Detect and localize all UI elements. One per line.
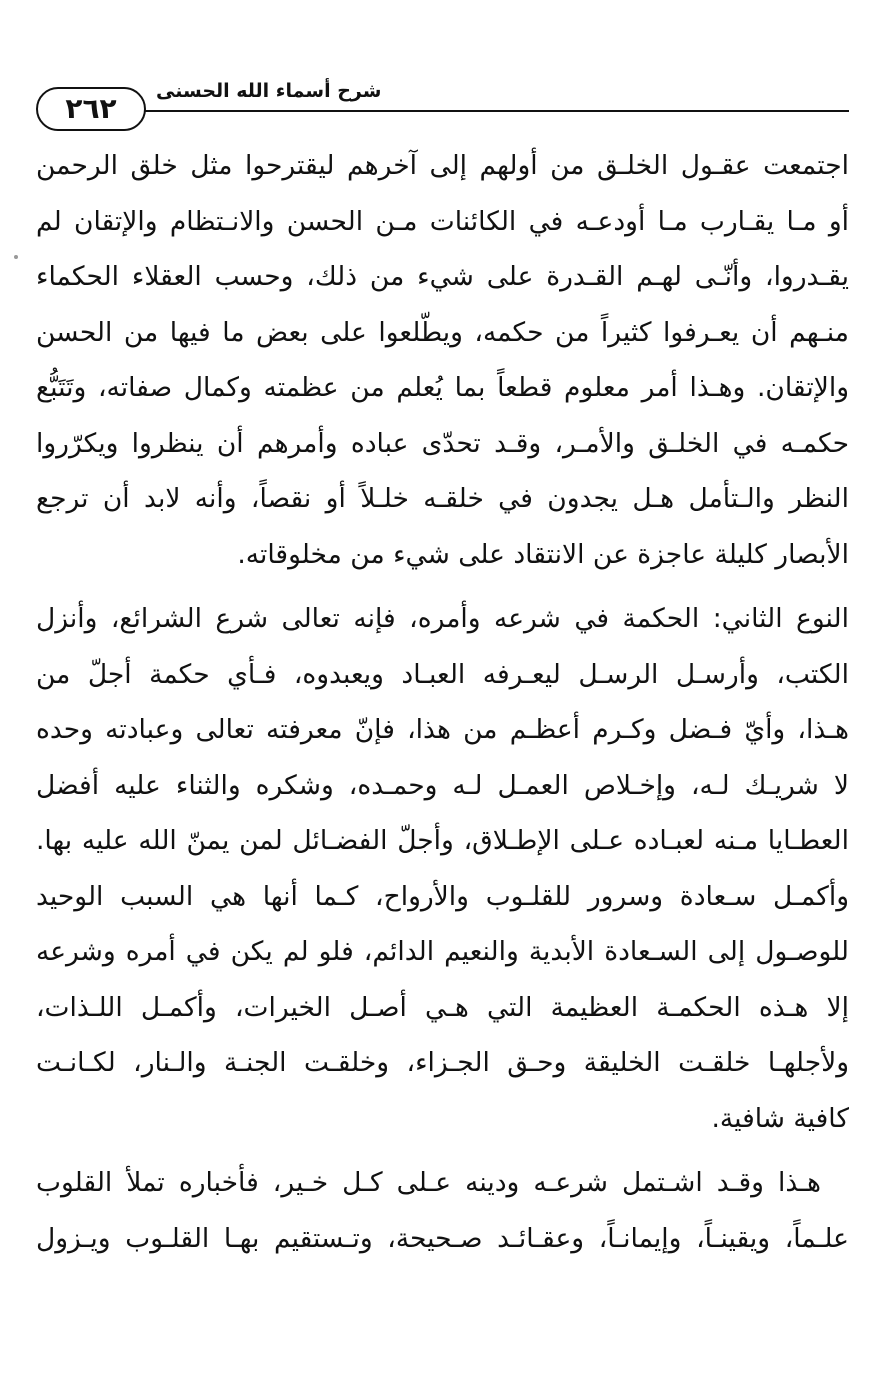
text-line: الأبصار كليلة عاجزة عن الانتقاد على شيء من مخلوقاته.: [237, 538, 849, 570]
text-line: العطـايا مـنه لعبـاده عـلى الإطـلاق، وأجلّ الفضـائل لمن يمنّ الله عليه بها.: [36, 825, 849, 856]
text-line: هـذا، وأيّ فـضل وكـرم أعظـم من هذا، فإنّ معرفته تعالى وعبادته وحده: [36, 714, 849, 745]
text-line: يقـدروا، وأنّـى لهـم القـدرة على شيء من ذلك، وحسب العقلاء الحكماء: [36, 261, 849, 292]
text-line: إلا هـذه الحكمـة العظيمة التي هـي أصـل الخيرات، وأكمـل اللـذات،: [36, 991, 849, 1023]
margin-speck: [14, 255, 18, 259]
text-line: حكمـه في الخلـق والأمـر، وقـد تحدّى عباده وأمرهم أن ينظروا ويكرّروا: [36, 427, 849, 459]
header-divider: [122, 110, 849, 112]
text-line: اجتمعت عقـول الخلـق من أولهم إلى آخرهم ليقترحوا مثل خلق الرحمن: [36, 150, 849, 181]
paragraph-1: [36, 138, 849, 582]
text-line: وأكمـل سـعادة وسرور للقلـوب والأرواح، كـما أنها هي السبب الوحيد: [36, 880, 849, 912]
text-line: للوصـول إلى السـعادة الأبدية والنعيم الدائم، فلو لم يكن في أمره وشرعه: [36, 936, 849, 967]
text-line: منـهم أن يعـرفوا كثيراً من حكمه، ويطّلعوا على بعض ما فيها من الحسن: [36, 316, 849, 348]
text-line: هـذا وقـد اشـتمل شرعـه ودينه عـلى كـل خـير، فأخباره تملأ القلوب: [36, 1167, 821, 1198]
text-line: والإتقان. وهـذا أمر معلوم قطعاً بما يُعلم من عظمته وكمال صفاته، وتَتَبُّع: [36, 372, 849, 403]
text-line: النوع الثاني: الحكمة في شرعه وأمره، فإنه تعالى شرع الشرائع، وأنزل: [36, 603, 849, 634]
paragraph-2: [36, 591, 849, 1146]
text-line: أو مـا يقـارب مـا أودعـه في الكائنات مـن الحسن والانـتظام والإتقان لم: [36, 205, 849, 237]
text-line: لا شريـك لـه، وإخـلاص العمـل لـه وحمـده، وشكره والثناء عليه أفضل: [36, 769, 849, 801]
page-body: [36, 138, 849, 1266]
page-header: [36, 66, 849, 136]
text-line: كافية شافية.: [711, 1102, 849, 1134]
running-title: شرح أسماء الله الحسنى: [156, 80, 382, 102]
text-line: النظر والـتأمل هـل يجدون في خلقـه خلـلاً أو نقصاً، وأنه لابد أن ترجع: [36, 483, 849, 514]
text-line: ولأجلهـا خلقـت الخليقة وحـق الجـزاء، وخلقـت الجنـة والـنار، لكـانـت: [36, 1047, 849, 1078]
text-line: علـماً، ويقينـاً، وإيمانـاً، وعقـائـد صـحيحة، وتـستقيم بهـا القلـوب ويـزول: [36, 1222, 849, 1254]
text-line: الكتب، وأرسـل الرسـل ليعـرفه العبـاد ويعبدوه، فـأي حكمة أجلّ من: [36, 658, 849, 690]
paragraph-3: [36, 1155, 849, 1266]
page-number-badge: ٢٦٢: [36, 87, 146, 131]
